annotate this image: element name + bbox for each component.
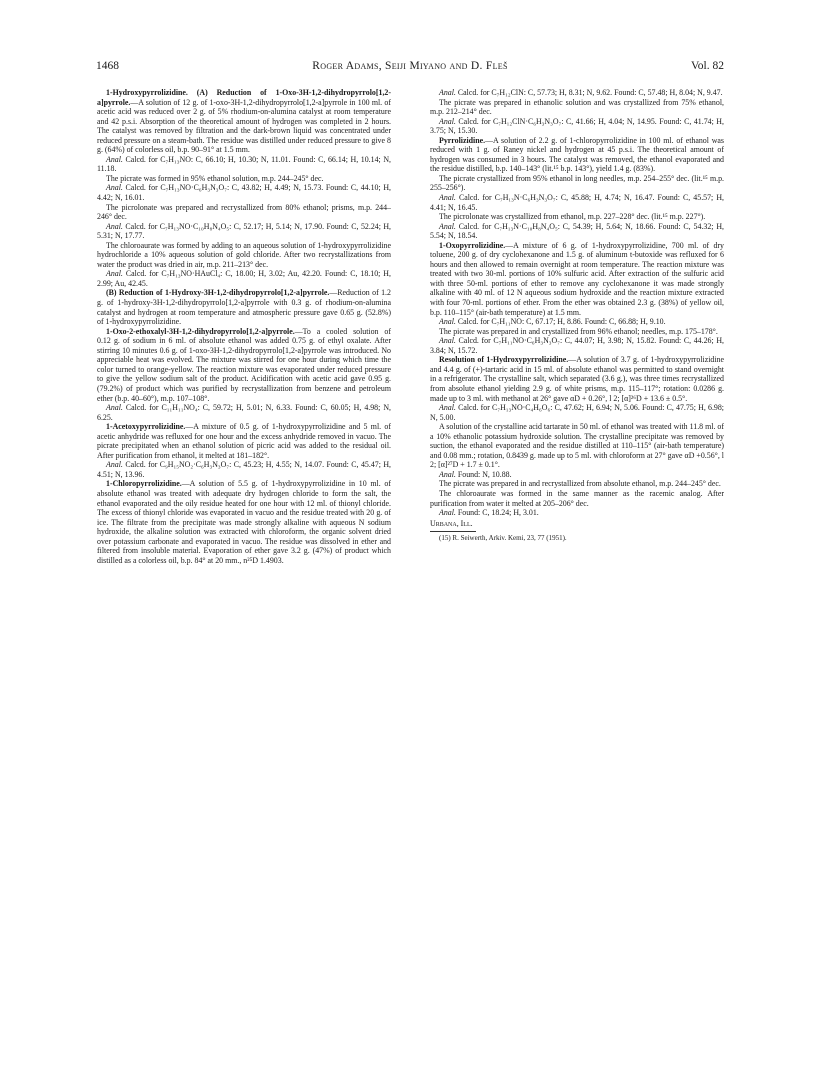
paragraph-text: Calcd. for C₇H₁₂ClN·C₆H₃N₃O₇: C, 41.66; H, 4.04; N, 14.95. Found: C, 41.74; H, 3.75; N, 15.30.: [430, 116, 724, 136]
left-paragraph: [97, 460, 391, 479]
page-number: 1468: [96, 60, 119, 72]
analysis-label: Anal.: [106, 183, 123, 193]
paragraph-text: Found: C, 18.24; H, 3.01.: [457, 508, 539, 518]
analysis-label: Anal.: [439, 116, 456, 126]
right-text-column: [430, 88, 724, 543]
analysis-label: Anal.: [439, 336, 456, 346]
left-paragraph: [97, 269, 391, 288]
paragraph-text: The picrate was formed in 95% ethanol solution, m.p. 244–245° dec.: [106, 173, 324, 183]
paragraph-text: The picrate was prepared in ethanolic solution and was crystallized from 75% ethanol, m.p. 212–214° dec.: [430, 97, 724, 117]
right-paragraph: [430, 336, 724, 355]
analysis-label: Anal.: [439, 508, 456, 518]
left-paragraph: [97, 479, 391, 565]
paragraph-text: The chloroaurate was formed in the same manner as the racemic analog. After purification from water it melted at 205–206° dec.: [430, 488, 724, 508]
right-paragraph: [430, 422, 724, 470]
paragraph-text: —A solution of 2.2 g. of 1-chloropyrrolizidine in 100 ml. of ethanol was reduced with 1 g. of Raney nickel and hydrogen at 45 p.s.i. The theoretical amount of hydrogen was consumed in 3 hours. The catalyst was removed, the ethanol evaporated and the residue distilled, b.p. 140–143° (lit.¹⁵ b.p. 143°), yield 1.4 g. (83%).: [430, 135, 724, 174]
left-paragraph: [97, 327, 391, 403]
left-paragraph: [97, 203, 391, 222]
right-paragraph: [430, 403, 724, 422]
location-signature: Urbana, Ill.: [430, 518, 473, 528]
left-paragraph: [97, 183, 391, 202]
section-heading: 1-Acetoxypyrrolizidine.: [106, 422, 186, 432]
paragraph-text: Calcd. for C₉H₁₅NO₂·C₆H₃N₃O₇: C, 45.23; H, 4.55; N, 14.07. Found: C, 45.47; H, 4.51; N, 13.96.: [97, 460, 391, 479]
right-paragraph: [430, 98, 724, 117]
paragraph-text: —A solution of 5.5 g. of 1-hydroxypyrrolizidine in 10 ml. of absolute ethanol was treated with adequate dry hydrogen chloride to form the salt, the ethanol evaporated and the oily residue heated for one hour with 12 ml. of thionyl chloride. The excess of thionyl chloride was evaporated in vacuo and the residue treated with 20 g. of ice. The filtrate from the precipitate was made strongly alkaline with aqueous N sodium hydroxide, the alkaline solution was extracted with chloroform, the organic solvent dried over potassium carbonate and evaporated in vacuo. The residue was dissolved in ether and filtered from insoluble material. Evaporation of ether gave 3.2 g. (47%) of product which distilled as a colorless oil, b.p. 84° at 20 mm., n²⁵D 1.4903.: [97, 479, 391, 565]
analysis-label: Anal.: [439, 317, 456, 327]
analysis-label: Anal.: [106, 460, 123, 470]
right-paragraph: [430, 241, 724, 317]
footnote-15: (15) R. Seiwerth, Arkiv. Kemi, 23, 77 (1951).: [439, 534, 567, 543]
paragraph-text: The picrolonate was crystallized from ethanol, m.p. 227–228° dec. (lit.¹⁵ m.p. 227°).: [439, 212, 706, 222]
section-heading: Pyrrolizidine.: [439, 135, 486, 145]
paragraph-text: Calcd. for C₇H₁₁NO·C₆H₃N₃O₇: C, 44.07; H, 3.98; N, 15.82. Found: C, 44.26; H, 3.84; N, 15.72.: [430, 336, 724, 355]
paragraph-text: Calcd. for C₇H₁₃N·C₁₀H₈N₄O₅: C, 54.39; H, 5.64; N, 18.66. Found: C, 54.32; H, 5.54; N, 18.54.: [430, 221, 725, 241]
section-heading: 1-Oxopyrrolizidine.: [439, 240, 506, 250]
paragraph-text: Calcd. for C₇H₁₁NO: C, 67.17; H, 8.86. Found: C, 66.88; H, 9.10.: [457, 317, 666, 327]
paragraph-text: A solution of the crystalline acid tartarate in 50 ml. of ethanol was treated with 11.8 ml. of a 10% ethanolic potassium hydroxide solution. The crystalline precipitate was removed by suction, the ethanol evaporated and the residue distilled at 110–115° (air-bath temperature) and 0.08 mm.; rotation, 0.8439 g. made up to 5 ml. with chloroform at 27° gave αD +0.56°, l 2; [α]²⁷D + 1.7 ± 0.1°.: [430, 422, 724, 470]
paragraph-text: The picrate was prepared in and recrystallized from absolute ethanol, m.p. 244–245° dec.: [439, 479, 721, 489]
left-paragraph: [97, 174, 391, 184]
right-paragraph: [430, 88, 724, 98]
footnote-rule: [430, 531, 476, 532]
paragraph-text: —A mixture of 6 g. of 1-hydroxypyrrolizidine, 700 ml. of dry toluene, 200 g. of dry cyclohexanone and 1.5 g. of aluminum t-butoxide was refluxed for 6 hours and then allowed to remain overnight at room temperature. The reaction mixture was treated with two 30-ml. portions of 10% sulfuric acid. After extraction of the sulfuric acid with three 50-ml. portions of ether to remove any cyclohexanone it was made strongly alkaline with 40 ml. of 12 N aqueous sodium hydroxide and the reaction mixture extracted with four 70-ml. portions of ether. From the ether was obtained 2.3 g. (38%) of yellow oil, b.p. 110–115° (air-bath temperature) at 1.5 mm.: [430, 240, 724, 317]
right-paragraph: [430, 117, 724, 136]
section-heading: 1-Chloropyrrolizidine.: [106, 479, 182, 489]
paragraph-text: Calcd. for C₇H₁₃NO·C₄H₆O₆: C, 47.62; H, 6.94; N, 5.06. Found: C, 47.75; H, 6.98; N, 5.00.: [430, 403, 724, 422]
left-paragraph: [97, 288, 391, 326]
analysis-label: Anal.: [439, 403, 456, 413]
paragraph-text: The picrolonate was prepared and recrystallized from 80% ethanol; prisms, m.p. 244–246° dec.: [97, 202, 391, 222]
paragraph-text: —A solution of 3.7 g. of 1-hydroxypyrrolizidine and 4.4 g. of (+)-tartaric acid in 15 ml. of absolute ethanol was permitted to stand overnight in a refrigerator. The crystalline salt, which separated (3.6 g.), was three times recrystallized from absolute ethanol yielding 2.9 g. of white prisms, m.p. 115–117°; rotation: 0.0286 g. made up to 3 ml. with methanol at 26° gave αD + 0.26°, l 2; [α]²⁶D + 13.6 ± 0.5°.: [430, 355, 725, 403]
paragraph-text: Found: N, 10.88.: [457, 469, 512, 479]
paragraph-text: The picrate was prepared in and crystallized from 96% ethanol; needles, m.p. 175–178°.: [439, 326, 718, 336]
analysis-label: Anal.: [439, 193, 456, 203]
paragraph-text: —To a cooled solution of 0.12 g. of sodium in 6 ml. of absolute ethanol was added 0.75 g. of ethyl oxalate. After stirring 10 minutes 0.6 g. of 1-oxo-3H-1,2-dihydropyrrolo[1,2-a]pyrrole was introduced. No appreciable heat was evolved. The mixture was stirred for one hour during which time the color turned to orange-yellow. The reaction mixture was evaporated under reduced pressure to give the yellow sodium salt of the product. Acidification with acetic acid gave 0.95 g. (79.2%) of product which was purified by recrystallization from benzene and petroleum ether (b.p. 40–60°), m.p. 107–108°.: [97, 326, 391, 403]
paragraph-text: Calcd. for C₇H₁₃N·C₆H₃N₃O₇: C, 45.88; H, 4.74; N, 16.47. Found: C, 45.57; H, 4.41; N, 16.45.: [430, 193, 724, 212]
running-header: [96, 60, 724, 76]
right-paragraph: [430, 317, 724, 327]
left-text-column: [97, 88, 391, 565]
paragraph-text: Calcd. for C₁₁H₁₁NO₄: C, 59.72; H, 5.01; N, 6.33. Found: C, 60.05; H, 4.98; N, 6.25.: [97, 403, 391, 422]
paragraph-text: Calcd. for C₇H₁₃NO·C₁₀H₈N₄O₅: C, 52.17; H, 5.14; N, 17.90. Found: C, 52.24; H, 5.31; N, 17.77.: [97, 221, 391, 241]
right-paragraph: [430, 327, 724, 337]
section-heading: 1-Hydroxypyrrolizidine. (A) Reduction of 1-Oxo-3H-1,2-dihydropyrrolo[1,2-a]pyrrole.: [97, 88, 391, 107]
analysis-label: Anal.: [439, 88, 456, 97]
left-paragraph: [97, 241, 391, 270]
right-paragraph: [430, 508, 724, 518]
right-paragraph: [430, 222, 724, 241]
right-paragraphs: [430, 88, 724, 518]
paragraph-text: Calcd. for C₇H₁₃NO: C, 66.10; H, 10.30; N, 11.01. Found: C, 66.14; H, 10.14; N, 11.18.: [97, 154, 391, 174]
paragraph-text: —A mixture of 0.5 g. of 1-hydroxypyrrolizidine and 5 ml. of acetic anhydride was refluxed for one hour and the excess anhydride removed in vacuo. The picrate precipitated when an ethanol solution of picric acid was added to the residual oil. After purification from ethanol, it melted at 181–182°.: [97, 422, 391, 460]
paragraph-text: —Reduction of 1.2 g. of 1-hydroxy-3H-1,2-dihydropyrrolo[1,2-a]pyrrole with 0.3 g. of rhodium-on-alumina catalyst and hydrogen at room temperature and atmospheric pressure gave 0.65 g. (52.8%) of 1-hydroxypyrrolizidine.: [97, 288, 391, 327]
analysis-label: Anal.: [439, 469, 456, 479]
section-heading: 1-Oxo-2-ethoxalyl-3H-1,2-dihydropyrrolo[1,2-a]pyrrole.: [106, 326, 295, 336]
right-paragraph: [430, 193, 724, 212]
right-paragraph: [430, 136, 724, 174]
right-paragraph: [430, 489, 724, 508]
right-paragraph: [430, 174, 724, 193]
left-paragraph: [97, 422, 391, 460]
right-paragraph: [430, 470, 724, 480]
paragraph-text: Calcd. for C₇H₁₂ClN: C, 57.73; H, 8.31; N, 9.62. Found: C, 57.48; H, 8.04; N, 9.47.: [457, 88, 723, 97]
analysis-label: Anal.: [106, 269, 123, 279]
right-paragraph: [430, 212, 724, 222]
section-heading: (B) Reduction of 1-Hydroxy-3H-1,2-dihydropyrrolo[1,2-a]pyrrole.: [106, 288, 330, 298]
analysis-label: Anal.: [106, 403, 123, 413]
left-paragraph: [97, 88, 391, 155]
running-head-authors: Roger Adams, Seiji Miyano and D. Fleš: [312, 60, 508, 72]
paragraph-text: —A solution of 12 g. of 1-oxo-3H-1,2-dihydropyrrolo[1,2-a]pyrrole in 100 ml. of acetic acid was reduced over 2 g. of 5% rhodium-on-alumina catalyst at room temperature and 42 p.s.i. Absorption of the theoretical amount of hydrogen was completed in 2 hours. The catalyst was removed by filtration and the dark-brown liquid was concentrated under reduced pressure on a steam-bath. The residue was distilled under reduced pressure to give 8 g. (64%) of colorless oil, b.p. 90–91° at 1.5 mm.: [97, 97, 391, 155]
left-paragraph: [97, 403, 391, 422]
left-paragraph: [97, 222, 391, 241]
section-heading: Resolution of 1-Hydroxypyrrolizidine.: [439, 355, 569, 365]
paragraph-text: The picrate crystallized from 95% ethanol in long needles, m.p. 254–255° dec. (lit.¹⁵ m.p. 255–256°).: [430, 173, 724, 193]
right-paragraph: [430, 355, 724, 403]
volume-label: Vol. 82: [690, 60, 724, 72]
right-paragraph: [430, 479, 724, 489]
paragraph-text: Calcd. for C₇H₁₃NO·HAuCl₄: C, 18.00; H, 3.02; Au, 42.20. Found: C, 18.10; H, 2.99; Au, 42.45.: [97, 269, 391, 288]
analysis-label: Anal.: [106, 154, 123, 164]
paragraph-text: Calcd. for C₇H₁₃NO·C₆H₃N₃O₇: C, 43.82; H, 4.49; N, 15.73. Found: C, 44.10; H, 4.42; N, 16.01.: [97, 183, 391, 203]
analysis-label: Anal.: [439, 221, 456, 231]
left-paragraph: [97, 155, 391, 174]
paragraph-text: The chloroaurate was formed by adding to an aqueous solution of 1-hydroxypyrrolizidine hydrochloride a 10% aqueous solution of gold chloride. After two recrystallizations from water the product was dried in air, m.p. 211–213° dec.: [97, 240, 391, 269]
analysis-label: Anal.: [106, 221, 123, 231]
